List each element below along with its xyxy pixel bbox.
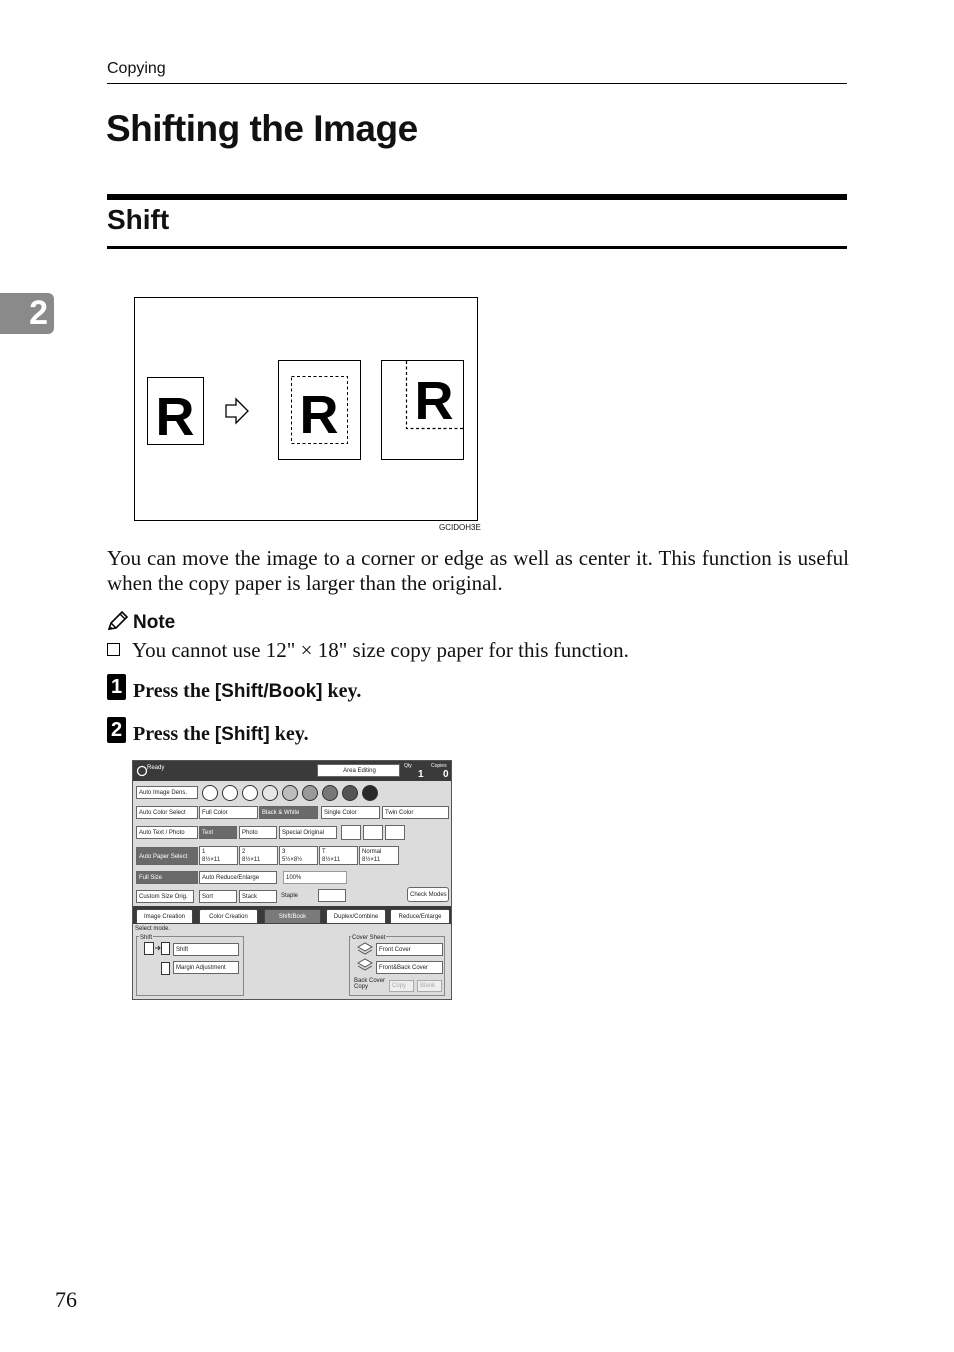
tray-1-number: 1 [202, 849, 206, 855]
tray-normal-label: Normal [362, 849, 382, 855]
step-1-suffix: key. [322, 680, 362, 702]
ratio-display: 100% [283, 871, 347, 884]
paper-tray-bypass[interactable] [319, 846, 358, 865]
note-title: Note [133, 612, 176, 633]
original-type-icon-1[interactable] [341, 825, 361, 840]
original-type-icon-3[interactable] [385, 825, 405, 840]
stack-button[interactable]: Stack [239, 890, 277, 903]
tray-3-size: 5½×8½ [282, 857, 303, 863]
shift-button[interactable]: Shift [173, 943, 239, 956]
tab-duplex-combine[interactable]: Duplex/Combine [326, 909, 386, 924]
tab-image-creation[interactable]: Image Creation [136, 909, 193, 924]
auto-image-density-button[interactable]: Auto Image Dens. [136, 786, 198, 799]
sort-button[interactable]: Sort [199, 890, 237, 903]
tab-color-creation[interactable]: Color Creation [199, 909, 258, 924]
shift-illustration [134, 297, 478, 521]
header-rule [107, 83, 847, 84]
custom-size-original-button[interactable]: Custom Size Orig. [136, 890, 194, 903]
shifted-letter: R [414, 371, 454, 431]
tray-3-number: 3 [282, 849, 286, 855]
auto-paper-select-button[interactable]: Auto Paper Select [136, 847, 198, 865]
section-title: Shift [107, 204, 170, 235]
copier-control-panel [132, 760, 452, 1000]
running-header: Copying [107, 60, 166, 77]
front-back-cover-button[interactable]: Front&Back Cover [376, 961, 443, 974]
black-white-button[interactable]: Black & White [259, 806, 318, 819]
section-top-rule [107, 194, 847, 200]
paper-tray-2[interactable] [239, 846, 278, 865]
staple-label: Staple [281, 893, 299, 899]
paper-tray-3[interactable] [279, 846, 318, 865]
centered-letter: R [299, 385, 339, 445]
paper-tray-normal[interactable] [359, 846, 399, 865]
back-cover-copy-button[interactable]: Copy [389, 980, 414, 992]
full-color-button[interactable]: Full Color [199, 806, 258, 819]
tray-normal-size: 8½×11 [362, 857, 381, 863]
qty-label: Qty [404, 763, 412, 769]
copies-label: Copies [431, 763, 447, 769]
step-2-prefix: Press the [133, 723, 215, 745]
checkbox-bullet-icon [107, 643, 120, 656]
twin-color-button[interactable]: Twin Color [382, 806, 449, 819]
note-item: You cannot use 12" × 18" size copy paper for this function. [132, 638, 629, 662]
tray-2-size: 8½×11 [242, 857, 261, 863]
step-2-text [133, 723, 309, 746]
text-mode-button[interactable]: Text [199, 826, 237, 839]
tab-reduce-enlarge[interactable]: Reduce/Enlarge [390, 909, 450, 924]
auto-text-photo-button[interactable]: Auto Text / Photo [136, 826, 198, 839]
copies-value: 0 [443, 769, 449, 780]
arrow-icon [226, 399, 248, 423]
shift-mode-icon [144, 942, 170, 976]
area-editing-button[interactable]: Area Editing [317, 764, 400, 777]
tray-1-size: 8½×11 [202, 857, 221, 863]
shift-diagram [135, 298, 477, 520]
back-cover-blank-button[interactable]: Blank [417, 980, 442, 992]
pencil-icon [107, 611, 129, 636]
original-letter: R [155, 387, 195, 447]
cover-sheet-icon [357, 941, 373, 975]
step-1-key: [Shift/Book] [214, 681, 323, 702]
full-size-button[interactable]: Full Size [136, 871, 198, 884]
page-title: Shifting the Image [106, 108, 418, 149]
cover-sheet-label: Cover Sheet [352, 935, 386, 941]
auto-reduce-enlarge-button[interactable]: Auto Reduce/Enlarge [199, 871, 277, 884]
check-modes-button[interactable]: Check Modes [407, 887, 449, 902]
original-type-icon-2[interactable] [363, 825, 383, 840]
step-number-2: 2 [107, 717, 126, 743]
figure-code: GCIDOH3E [439, 523, 481, 532]
chapter-tab: 2 [0, 293, 54, 334]
qty-value: 1 [418, 769, 424, 780]
single-color-button[interactable]: Single Color [321, 806, 380, 819]
paper-tray-1[interactable] [199, 846, 238, 865]
status-text: Ready [147, 765, 165, 771]
step-1-text [133, 680, 361, 703]
shift-group-label: Shift [140, 935, 153, 941]
step-number-1: 1 [107, 674, 126, 700]
tray-bypass-size: 8½×11 [322, 857, 341, 863]
body-paragraph: You can move the image to a corner or edge as well as center it. This function is useful when the copy paper is larger than the original. [107, 546, 849, 595]
step-2-key: [Shift] [214, 724, 270, 745]
auto-color-select-button[interactable]: Auto Color Select [136, 806, 198, 819]
staple-position-button[interactable] [318, 889, 346, 902]
special-original-button[interactable]: Special Original [279, 826, 337, 839]
section-bottom-rule [107, 246, 847, 249]
front-cover-button[interactable]: Front Cover [376, 943, 443, 956]
select-mode-label: Select mode. [135, 926, 171, 932]
step-2-suffix: key. [269, 723, 309, 745]
tray-bypass-number: T [322, 849, 326, 855]
photo-mode-button[interactable]: Photo [239, 826, 277, 839]
tab-shift-book[interactable]: Shift/Book [264, 909, 321, 924]
back-cover-copy-label: Back Cover Copy [354, 978, 386, 990]
tray-2-number: 2 [242, 849, 246, 855]
density-selector[interactable] [201, 784, 381, 802]
page-number: 76 [55, 1287, 77, 1312]
step-1-prefix: Press the [133, 680, 215, 702]
margin-adjustment-button[interactable]: Margin Adjustment [173, 961, 239, 974]
